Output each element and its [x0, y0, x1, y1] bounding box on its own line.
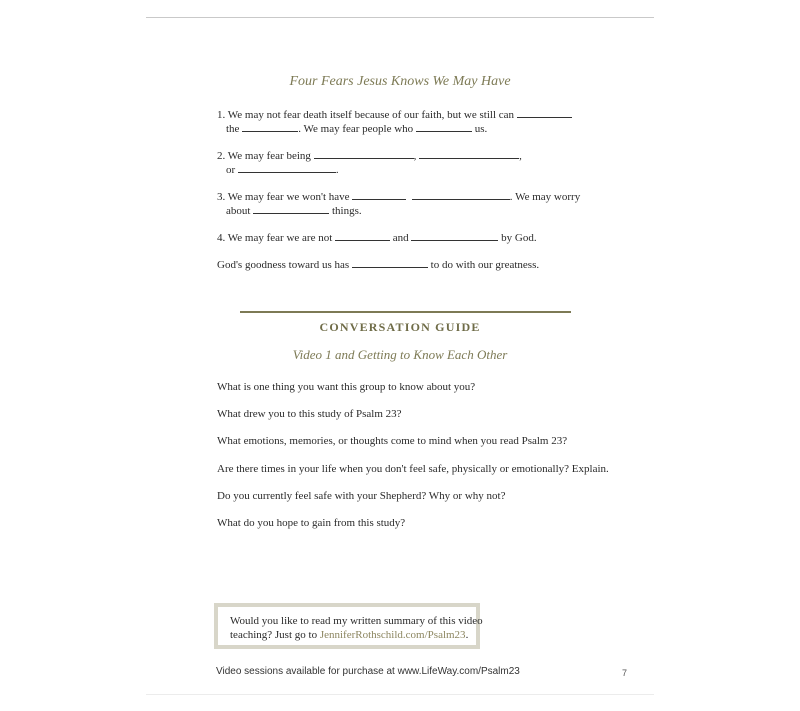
summary-link[interactable]: JenniferRothschild.com/Psalm23 — [319, 629, 466, 641]
item-1-text-b: the — [226, 123, 240, 135]
page-number: 7 — [622, 668, 628, 678]
bottom-rule — [146, 694, 654, 695]
item-4-text-c: by God. — [501, 232, 537, 244]
answer-blank — [352, 258, 428, 268]
answer-blank — [517, 108, 572, 118]
answer-blank — [335, 231, 390, 241]
answer-blank — [419, 149, 519, 159]
fill-item-3 — [217, 190, 581, 218]
item-1-text-a: 1. We may not fear death itself because of our faith, but we still can — [217, 109, 515, 121]
callout-line-2-prefix: teaching? Just go to — [230, 629, 320, 641]
question-1: What is one thing you want this group to know about you? — [217, 381, 476, 393]
top-rule — [146, 17, 654, 18]
section-divider — [240, 311, 571, 313]
item-4-text-b: and — [392, 232, 409, 244]
answer-blank — [411, 231, 498, 241]
answer-blank — [352, 190, 406, 200]
goodness-text-a: God's goodness toward us has — [217, 259, 350, 271]
answer-blank — [238, 163, 336, 173]
callout-text — [230, 614, 483, 642]
answer-blank — [253, 204, 329, 214]
fill-item-4 — [217, 231, 577, 245]
goodness-text-b: to do with our greatness. — [430, 259, 540, 271]
answer-blank — [242, 122, 298, 132]
footer-purchase-note: Video sessions available for purchase at www.LifeWay.com/Psalm23 — [216, 666, 520, 677]
item-2-text-or: or — [226, 164, 236, 176]
summary-callout-box — [214, 603, 483, 649]
item-3-text-a: 3. We may fear we won't have — [217, 191, 350, 203]
answer-blank — [412, 190, 510, 200]
item-3-text-d: things. — [331, 205, 362, 217]
item-2-text-a: 2. We may fear being — [217, 150, 311, 162]
callout-line-1: Would you like to read my written summary of this video — [230, 615, 483, 627]
conversation-guide-heading: CONVERSATION GUIDE — [319, 320, 481, 334]
question-4: Are there times in your life when you don't feel safe, physically or emotionally? Explain. — [217, 463, 609, 475]
fill-item-1 — [217, 108, 577, 136]
fears-title: Four Fears Jesus Knows We May Have — [289, 74, 511, 89]
item-2-comma-2: , — [519, 150, 522, 162]
question-2: What drew you to this study of Psalm 23? — [217, 408, 402, 420]
item-3-text-c: about — [226, 205, 251, 217]
item-2-period: . — [335, 164, 339, 176]
answer-blank — [314, 149, 414, 159]
question-3: What emotions, memories, or thoughts come to mind when you read Psalm 23? — [217, 435, 568, 447]
item-4-text-a: 4. We may fear we are not — [217, 232, 333, 244]
answer-blank — [416, 122, 472, 132]
goodness-statement — [217, 258, 577, 272]
fill-item-2 — [217, 149, 577, 177]
callout-line-2-suffix: . — [465, 629, 469, 641]
guide-subtitle: Video 1 and Getting to Know Each Other — [292, 347, 508, 362]
item-3-text-b: . We may worry — [509, 191, 581, 203]
item-1-text-c: . We may fear people who — [298, 123, 414, 135]
question-5: Do you currently feel safe with your Shepherd? Why or why not? — [217, 490, 506, 502]
question-6: What do you hope to gain from this study? — [217, 517, 406, 529]
item-2-comma-1: , — [413, 150, 417, 162]
item-1-text-d: us. — [474, 123, 488, 135]
